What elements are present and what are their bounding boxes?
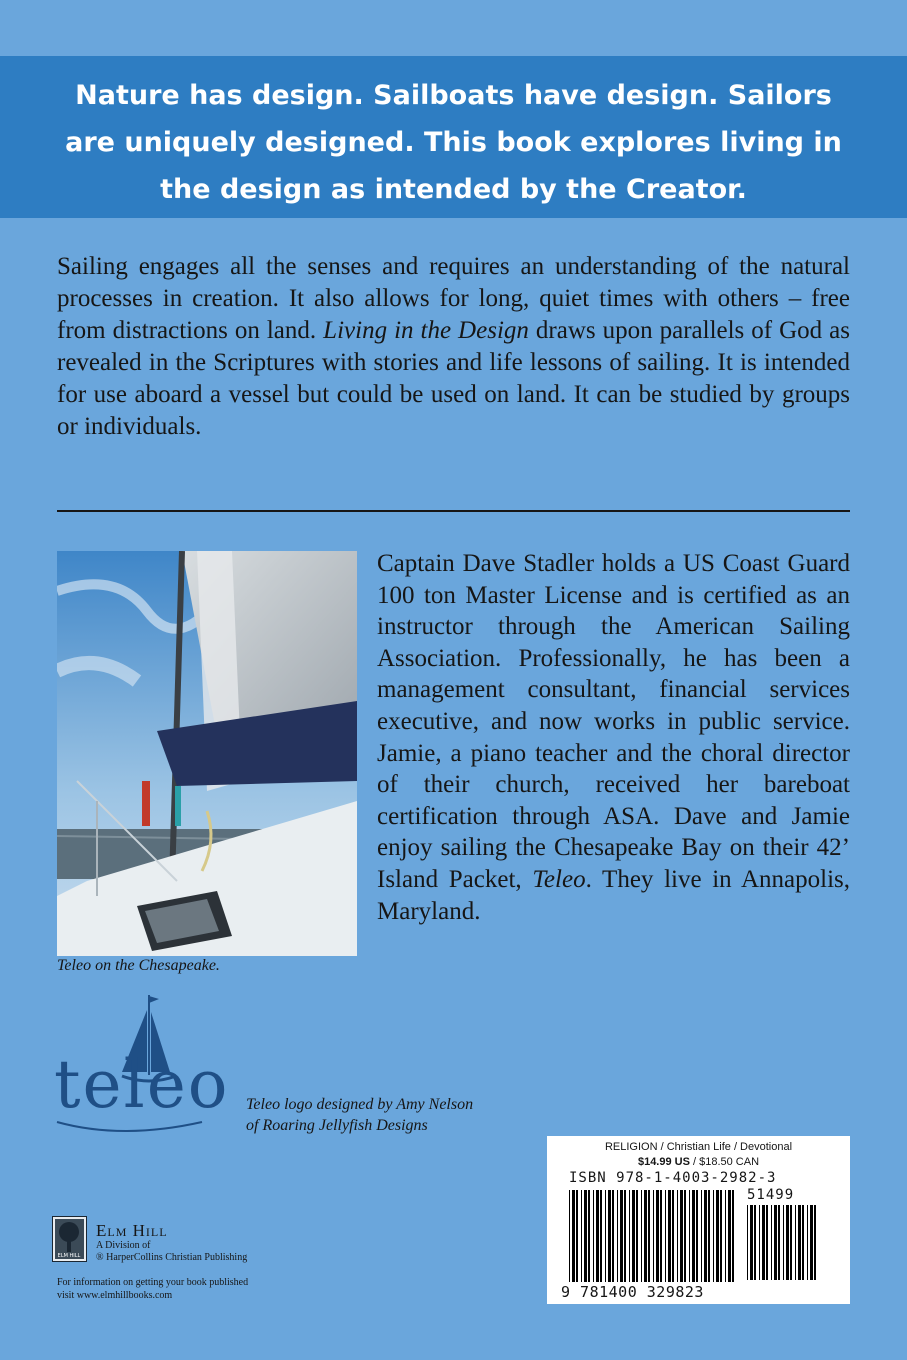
publisher-info-line-1: For information on getting your book published <box>57 1277 249 1288</box>
publisher-info-line-2: visit www.elmhillbooks.com <box>57 1290 173 1301</box>
elm-hill-logo-text: ELM HILL <box>57 1253 81 1259</box>
division-line-2: ® HarperCollins Christian Publishing <box>96 1252 248 1263</box>
bisac-category: RELIGION / Christian Life / Devotional <box>604 1141 793 1153</box>
book-description <box>57 251 850 443</box>
teleo-wordmark: teleo <box>54 1046 230 1123</box>
bio-part-1: Captain Dave Stadler holds a US Coast Guard 100 ton Master License and is certified as an instructor through the American Sailing Association. Professionally, he has been a management consultant, financial services executive, and now works in public service. Jamie, a piano teacher and the choral director of their church, received her bareboat certification through ASA. Dave and Jamie enjoy sailing the Chesapeake Bay on their 42’ Island Packet, <box>377 550 850 893</box>
logo-credit-line-1: Teleo logo designed by Amy Nelson <box>246 1096 474 1113</box>
publisher-division <box>96 1240 247 1264</box>
isbn-barcode <box>569 1190 739 1282</box>
tagline-text: Nature has design. Sailboats have design. Sailors are uniquely designed. This book explores living in the design as intended by the Creator. <box>65 80 842 205</box>
logo-credit <box>246 1094 473 1136</box>
price-barcode <box>747 1205 817 1280</box>
description-part-2: draws upon parallels of God as revealed in the Scriptures with stories and life lessons of sailing. It is intended for use aboard a vessel but could be used on land. It can be studied by groups or individuals. <box>57 317 850 440</box>
isbn-text: ISBN 978-1-4003-2982-3 <box>569 1170 777 1186</box>
price-line <box>547 1156 850 1168</box>
description-part-1: Sailing engages all the senses and requires an understanding of the natural processes in creation. It also allows for long, quiet times with others – free from distractions on land. <box>57 253 850 344</box>
teleo-sailboat-logo-icon <box>52 990 242 1135</box>
description-book-title: Living in the Design <box>323 317 529 344</box>
barcode-panel <box>547 1136 850 1304</box>
barcode-digits: 9 781400 329823 <box>561 1283 704 1301</box>
divider-rule <box>57 510 850 512</box>
sailboat-photo-illustration <box>57 551 357 956</box>
price-us: $14.99 US <box>637 1156 690 1168</box>
price-code: 51499 <box>747 1187 795 1203</box>
sailboat-photo <box>57 551 357 956</box>
photo-caption: Teleo on the Chesapeake. <box>57 957 220 974</box>
elm-hill-logo-icon <box>52 1216 87 1262</box>
division-line-1: A Division of <box>96 1240 151 1251</box>
publisher-info <box>57 1276 248 1302</box>
price-can: / $18.50 CAN <box>689 1156 760 1168</box>
teleo-logo <box>52 990 242 1135</box>
bio-part-2: . They live in Annapolis, Maryland. <box>377 865 850 925</box>
author-bio <box>377 548 850 927</box>
tagline-banner <box>0 56 907 218</box>
logo-credit-line-2: of Roaring Jellyfish Designs <box>246 1117 428 1134</box>
publisher-name: Elm Hill <box>96 1221 168 1240</box>
bio-boat-name: Teleo <box>532 865 586 893</box>
